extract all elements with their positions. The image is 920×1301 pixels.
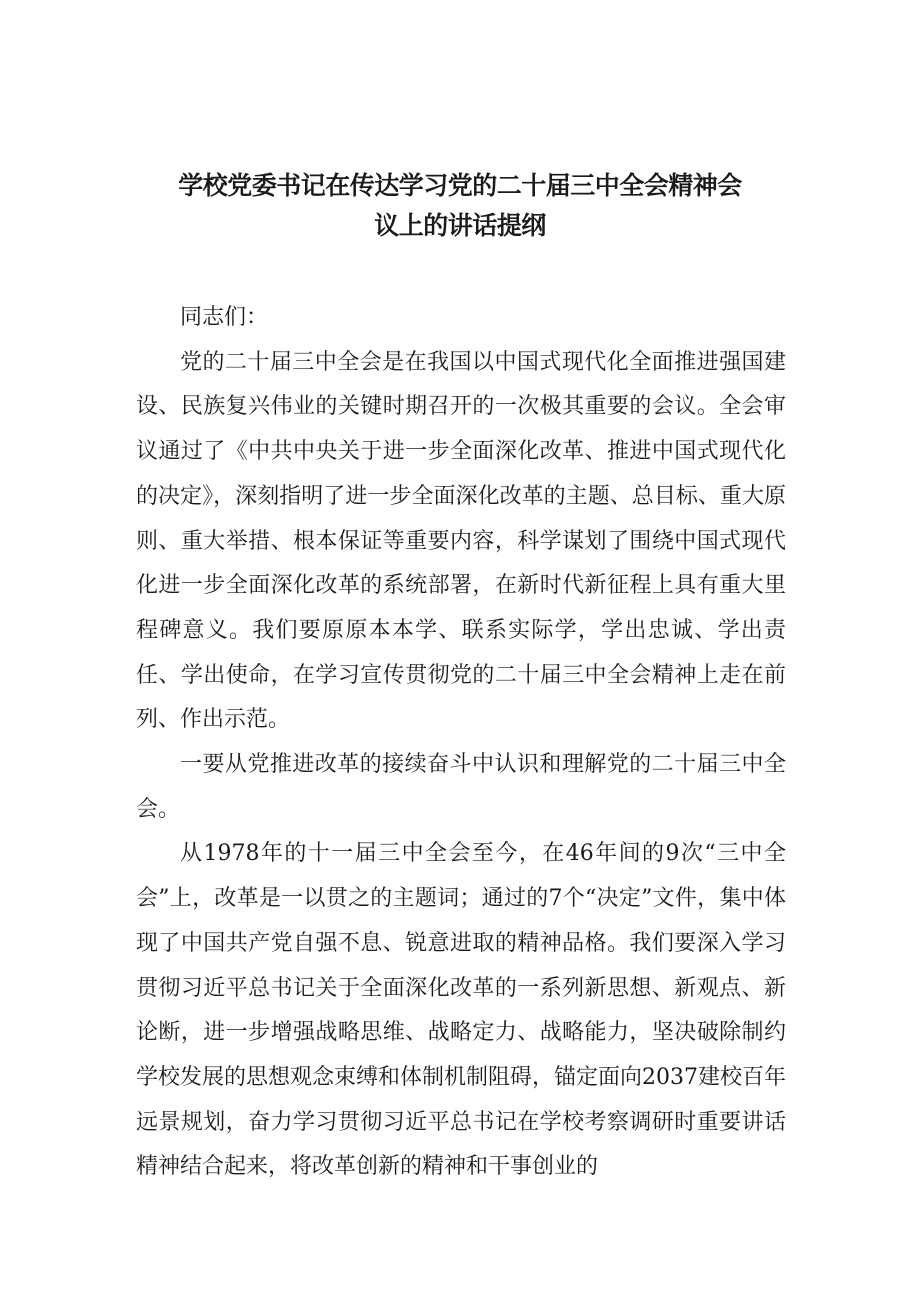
- document-title: [0, 166, 920, 246]
- document-body: [136, 296, 786, 1190]
- title-line-1: 学校党委书记在传达学习党的二十届三中全会精神会: [178, 171, 742, 200]
- title-line-2: 议上的讲话提纲: [374, 211, 546, 240]
- paragraph-intro: 党的二十届三中全会是在我国以中国式现代化全面推进强国建设、民族复兴伟业的关键时期召开的一次极其重要的会议。全会审议通过了《中共中央关于进一步全面深化改革、推进中国式现代化的决定》，深刻指明了进一步全面深化改革的主题、总目标、重大原则、重大举措、根本保证等重要内容，科学谋划了围绕中国式现代化进一步全面深化改革的系统部署，在新时代新征程上具有重大里程碑意义。我们要原原本本学、联系实际学，学出忠诚、学出责任、学出使命，在学习宣传贯彻党的二十届三中全会精神上走在前列、作出示范。: [136, 349, 786, 733]
- salutation: 同志们：: [180, 305, 269, 330]
- paragraph-history: 从1978年的十一届三中全会至今，在46年间的9次“三中全会”上，改革是一以贯之的主题词；通过的7个“决定”文件，集中体现了中国共产党自强不息、锐意进取的精神品格。我们要深入学习贯彻习近平总书记关于全面深化改革的一系列新思想、新观点、新论断，进一步增强战略思维、战略定力、战略能力，坚决破除制约学校发展的思想观念束缚和体制机制阻碍，锚定面向2037建校百年远景规划，奋力学习贯彻习近平总书记在学校考察调研时重要讲话精神结合起来，将改革创新的精神和干事创业的: [136, 841, 786, 1180]
- paragraph-point-one: 一要从党推进改革的接续奋斗中认识和理解党的二十届三中全会。: [136, 752, 786, 822]
